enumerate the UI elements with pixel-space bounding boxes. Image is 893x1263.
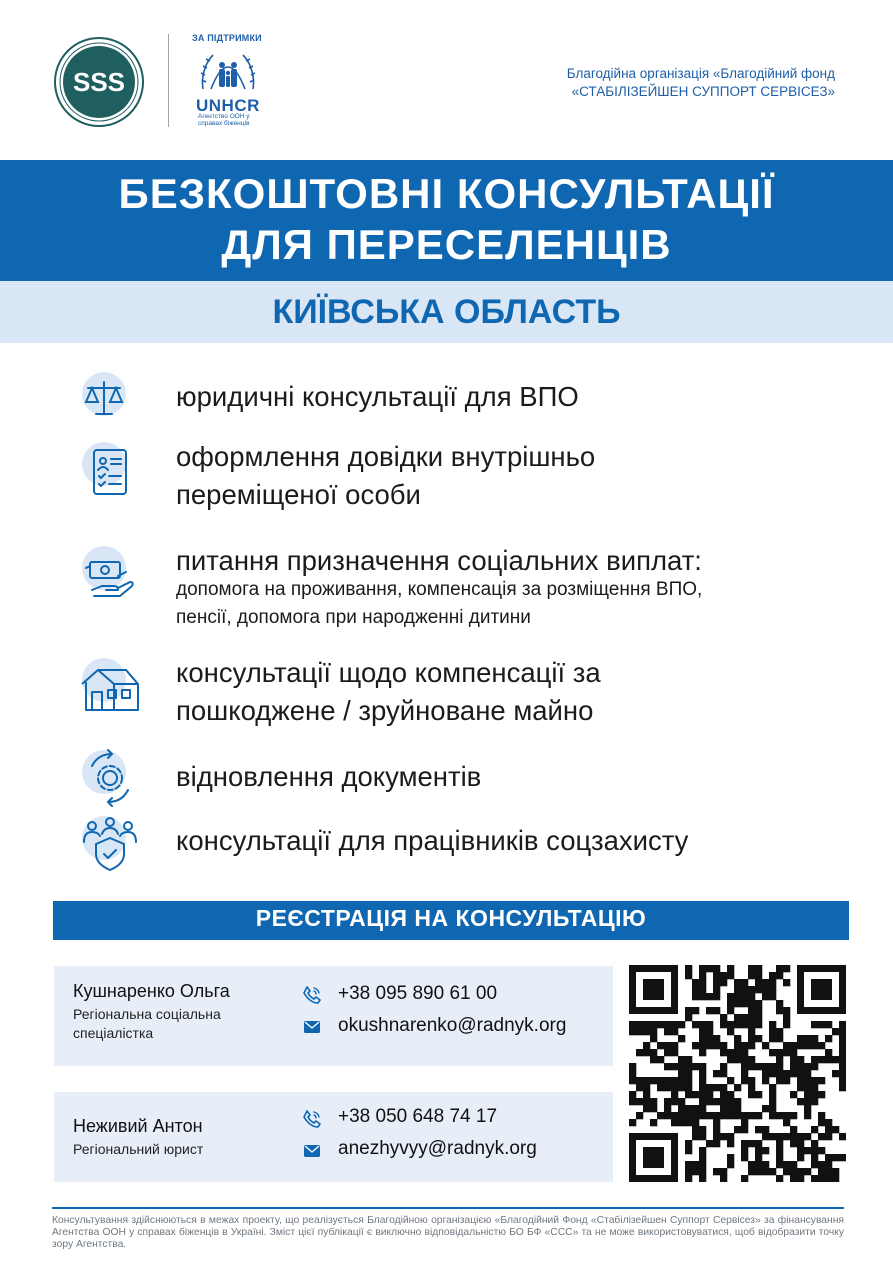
service-text: питання призначення соціальних виплат: [176, 545, 702, 576]
phone-icon [302, 985, 322, 1005]
service-item-document-recovery [78, 746, 838, 806]
money-hand-icon [78, 542, 142, 606]
registration-heading: РЕЄСТРАЦІЯ НА КОНСУЛЬТАЦІЮ [255, 905, 647, 931]
team-shield-icon [78, 812, 142, 876]
email-icon [302, 1141, 322, 1161]
service-text: консультації для працівників соцзахисту [176, 825, 689, 856]
region-title: КИЇВСЬКА ОБЛАСТЬ [272, 293, 621, 331]
service-item-social-payments [78, 542, 838, 642]
service-text: юридичні консультації для ВПО [176, 381, 579, 412]
footer-disclaimer: Консультування здійснюються в межах проекту, що реалізується Благодійною організацією «Благодійний Фонд «Стабілізейшен Суппорт Сервісез» за фінансування Агентства ООН у справах біженців в Україні. Зміст цієї публікації є виключно відповідальністю БО БФ «ССС» та не може використовуватися, щоб відобразити точку зору Агентства. [52, 1215, 844, 1250]
unhcr-emblem-icon [197, 49, 259, 95]
contact-name: Неживий Антон [73, 1116, 203, 1136]
service-text: відновлення документів [176, 761, 482, 792]
service-item-idp-certificate [78, 438, 838, 518]
qr-code[interactable] [629, 965, 846, 1182]
service-text-line2: переміщеної особи [176, 479, 421, 510]
contact-phone[interactable]: +38 050 648 74 17 [338, 1106, 498, 1127]
service-text-line1: консультації щодо компенсації за [176, 657, 601, 688]
service-text-line1: оформлення довідки внутрішньо [176, 441, 596, 472]
page-title-line1: БЕЗКОШТОВНІ КОНСУЛЬТАЦІЇ [118, 170, 775, 217]
contact-phone[interactable]: +38 095 890 61 00 [338, 983, 498, 1004]
page-title-line2: ДЛЯ ПЕРЕСЕЛЕНЦІВ [221, 221, 672, 268]
contact-card [54, 966, 613, 1066]
unhcr-name: UNHCR [196, 96, 260, 115]
support-label: ЗА ПІДТРИМКИ [192, 33, 262, 43]
service-item-property-compensation [78, 654, 838, 734]
service-item-legal [78, 368, 838, 428]
org-name-line2: «СТАБІЛІЗЕЙШЕН СУППОРТ СЕРВІСЕЗ» [571, 84, 835, 99]
service-item-social-workers [78, 812, 838, 876]
service-text-line2: пошкоджене / зруйноване майно [176, 695, 594, 726]
contact-email[interactable]: anezhyvyy@radnyk.org [338, 1138, 537, 1159]
scales-icon [78, 368, 142, 432]
phone-icon [302, 1109, 322, 1129]
gear-cycle-icon [78, 746, 142, 810]
sss-logo [52, 35, 146, 129]
house-icon [78, 654, 142, 718]
footer-divider [52, 1207, 844, 1209]
form-document-icon [78, 438, 142, 502]
contact-role: Регіональна соціальна спеціалістка [73, 1006, 221, 1041]
header-divider [168, 34, 169, 127]
email-icon [302, 1017, 322, 1037]
service-subtext-line2: пенсії, допомога при народженні дитини [176, 607, 531, 628]
org-name-line1: Благодійна організація «Благодійний фонд [566, 66, 835, 81]
header [0, 0, 893, 160]
contact-name: Кушнаренко Ольга [73, 981, 230, 1001]
sss-logo-text: SSS [72, 67, 126, 97]
service-subtext-line1: допомога на проживання, компенсація за розміщення ВПО, [176, 579, 703, 600]
contact-email[interactable]: okushnarenko@radnyk.org [338, 1015, 567, 1036]
unhcr-subtitle: Агентство ООН у справах біженців [198, 113, 250, 127]
contact-role: Регіональний юрист [73, 1141, 204, 1157]
contact-card [54, 1092, 613, 1182]
